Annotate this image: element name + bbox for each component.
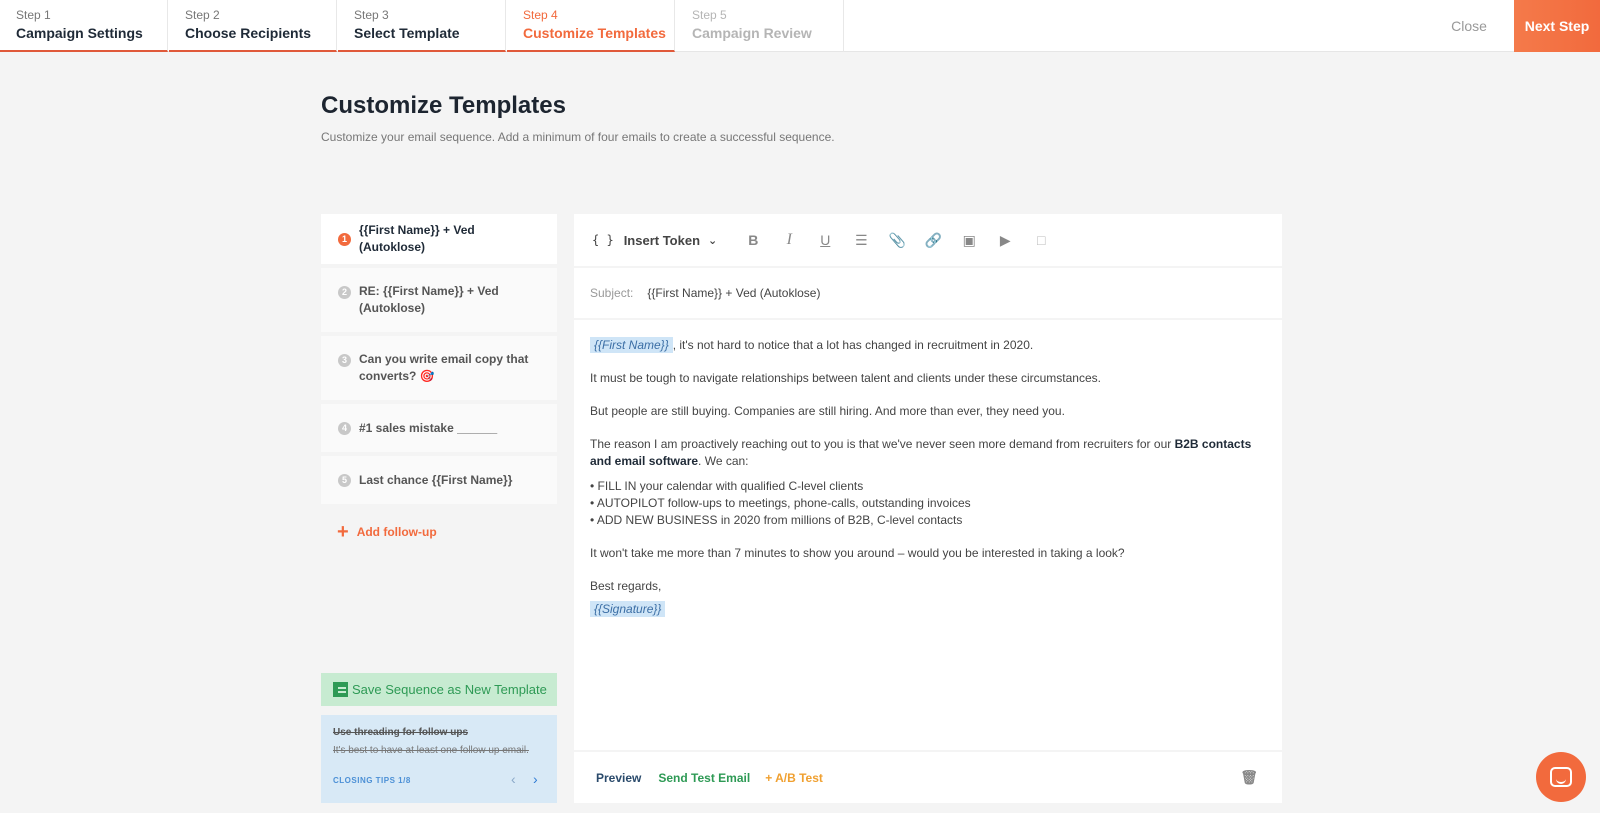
email-index-badge: 5 [338, 474, 351, 487]
add-followup-label: Add follow-up [356, 525, 437, 539]
subject-field[interactable] [574, 268, 1282, 318]
tip-text: It's best to have at least one follow up email. [333, 745, 529, 756]
trash-icon[interactable]: 🗑 [1240, 769, 1258, 785]
body-paragraph: But people are still buying. Companies are still hiring. And more than ever, they need you. [590, 404, 1065, 418]
close-button[interactable]: Close [1451, 18, 1487, 34]
step-label: Customize Templates [523, 25, 666, 41]
body-text: . We can: [698, 454, 749, 468]
underline-icon[interactable]: U [820, 232, 831, 248]
bullet-item: • FILL IN your calendar with qualified C-level clients [590, 479, 864, 493]
chevron-down-icon: ⌄ [708, 234, 718, 247]
editor-toolbar [574, 214, 1282, 266]
body-paragraph: It must be tough to navigate relationships between talent and clients under these circumstances. [590, 371, 1101, 385]
link-icon[interactable]: 🔗 [924, 231, 942, 248]
body-paragraph: It won't take me more than 7 minutes to show you around – would you be interested in taking a look? [590, 546, 1125, 560]
email-subject: Last chance {{First Name}} [359, 472, 513, 487]
video-icon[interactable]: ▶ [999, 231, 1011, 248]
bullet-item: • ADD NEW BUSINESS in 2020 from millions of B2B, C-level contacts [590, 513, 963, 527]
template-icon[interactable]: □ [1037, 232, 1046, 248]
italic-icon[interactable]: I [786, 231, 792, 248]
chevron-left-icon[interactable]: ‹ [511, 771, 516, 787]
table-icon [333, 682, 348, 697]
page-subtitle: Customize your email sequence. Add a minimum of four emails to create a successful sequence. [321, 130, 835, 144]
step-number: Step 3 [354, 8, 389, 22]
sequence-email-item[interactable] [321, 336, 557, 400]
plus-icon: + [337, 521, 349, 543]
email-sequence-list [321, 214, 557, 508]
body-bullet-list [590, 478, 1266, 529]
email-subject: RE: {{First Name}} + Ved (Autoklose) [359, 284, 499, 315]
email-subject: Can you write email copy that converts? 🎯 [359, 352, 529, 383]
body-paragraph [590, 337, 1266, 354]
body-paragraph [590, 601, 1266, 618]
subject-label: Subject: [590, 286, 634, 300]
email-body-editor[interactable] [574, 320, 1282, 750]
list-icon[interactable]: ☰ [854, 231, 868, 248]
tips-panel [321, 715, 557, 803]
preview-button[interactable]: Preview [596, 770, 642, 785]
bold-icon[interactable]: B [748, 232, 759, 248]
step-campaign-review [676, 0, 844, 52]
signature-token[interactable]: {{Signature}} [590, 601, 665, 617]
sequence-email-item[interactable] [321, 268, 557, 332]
tip-counter: CLOSING TIPS 1/8 [333, 776, 411, 785]
step-number: Step 4 [523, 8, 558, 22]
step-label: Select Template [354, 25, 460, 41]
step-label: Campaign Settings [16, 25, 143, 41]
chat-launcher-button[interactable] [1536, 752, 1586, 802]
save-sequence-label: Save Sequence as New Template [352, 682, 547, 697]
body-text: , it's not hard to notice that a lot has changed in recruitment in 2020. [672, 338, 1034, 352]
next-step-button[interactable]: Next Step [1514, 0, 1600, 52]
body-text: The reason I am proactively reaching out to you is that we've never seen more demand from recruiters for our [590, 437, 1175, 451]
insert-token-dropdown[interactable] [592, 233, 717, 248]
editor-footer [574, 752, 1282, 803]
sequence-email-item[interactable] [321, 456, 557, 504]
page-title: Customize Templates [321, 92, 566, 119]
send-test-email-button[interactable]: Send Test Email [658, 770, 751, 785]
step-select-template[interactable] [338, 0, 506, 52]
email-index-badge: 2 [338, 286, 351, 299]
email-subject: {{First Name}} + Ved (Autoklose) [359, 223, 475, 254]
step-number: Step 2 [185, 8, 220, 22]
sequence-email-item[interactable] [321, 214, 557, 264]
first-name-token[interactable]: {{First Name}} [590, 337, 673, 353]
email-index-badge: 4 [338, 422, 351, 435]
ab-test-button[interactable]: + A/B Test [765, 770, 823, 785]
step-campaign-settings[interactable] [0, 0, 168, 52]
body-paragraph [590, 436, 1266, 470]
step-number: Step 5 [692, 8, 727, 22]
add-followup-button[interactable] [337, 521, 437, 543]
chevron-right-icon[interactable]: › [533, 771, 538, 787]
wizard-stepper [0, 0, 1600, 52]
body-bold-text: B2B contacts and email software [590, 437, 1252, 468]
attachment-icon[interactable]: 📎 [888, 231, 906, 248]
step-label: Campaign Review [692, 25, 812, 41]
bullet-item: • AUTOPILOT follow-ups to meetings, phone-calls, outstanding invoices [590, 496, 971, 510]
subject-value: {{First Name}} + Ved (Autoklose) [647, 286, 821, 300]
image-icon[interactable]: ▣ [962, 231, 976, 248]
email-subject: #1 sales mistake ______ [359, 420, 498, 435]
step-label: Choose Recipients [185, 25, 312, 41]
tip-title: Use threading for follow ups [333, 727, 469, 738]
email-index-badge: 3 [338, 354, 351, 367]
insert-token-label: Insert Token [623, 232, 701, 248]
braces-icon: { } [592, 233, 614, 247]
sequence-email-item[interactable] [321, 404, 557, 452]
step-customize-templates[interactable] [507, 0, 675, 52]
save-sequence-template-button[interactable] [321, 673, 557, 706]
body-paragraph: Best regards, [590, 579, 662, 593]
step-choose-recipients[interactable] [169, 0, 337, 52]
email-index-badge: 1 [338, 233, 351, 246]
chat-icon [1550, 767, 1572, 787]
step-number: Step 1 [16, 8, 51, 22]
